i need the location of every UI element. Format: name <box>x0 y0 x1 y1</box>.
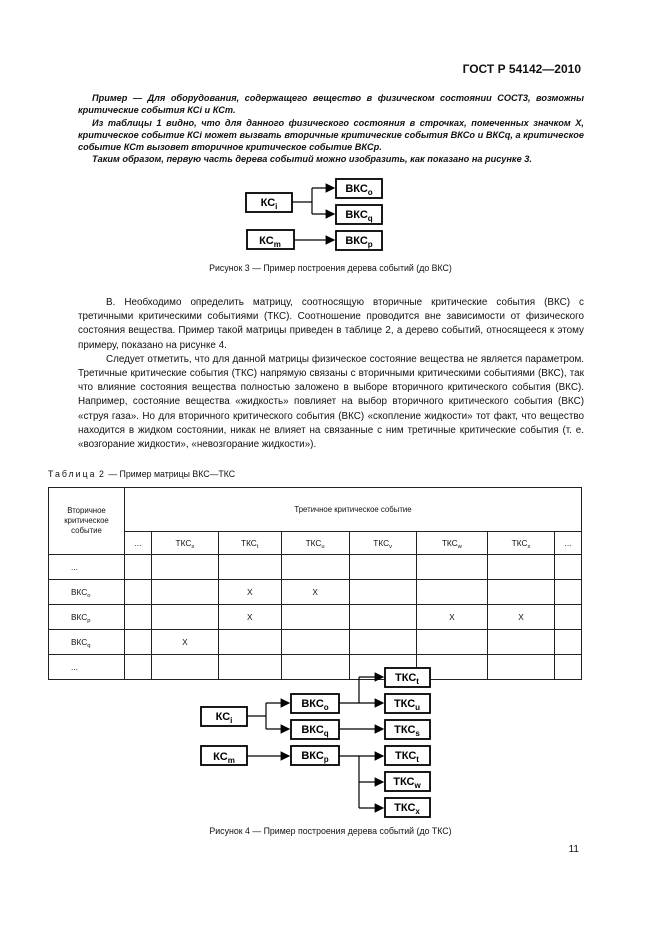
matrix-cell <box>416 580 487 605</box>
fig4-node-ks-m <box>201 746 247 765</box>
fig4-node-vks-q <box>291 720 339 739</box>
column-header-base: ТКС <box>241 538 257 548</box>
column-header-base: ТКС <box>511 538 528 548</box>
column-header-base: ... <box>134 538 142 548</box>
row-label-base: ВКС <box>71 637 88 647</box>
table-2-caption <box>48 469 235 479</box>
column-header-sub: u <box>321 544 325 550</box>
svg-text:ВКСp: $ВКС_p$ <box>345 235 373 249</box>
body-text <box>78 296 584 452</box>
matrix-cell <box>416 555 487 580</box>
matrix-cell <box>281 555 349 580</box>
matrix-cell: X <box>416 605 487 630</box>
svg-text:КСm: $КС_m$ <box>259 235 281 249</box>
figure-4-caption: Рисунок 4 — Пример построения дерева событий (до ТКС) <box>209 826 452 836</box>
fig4-node-vks-o <box>291 694 339 713</box>
example-text-2: Из таблицы 1 видно, что для данного физического состояния в строчках, помеченных значком Х, критическое событие КСi может вызвать вторичные критические события ВКСo и ВКСq, а критическое событие КСm вызовет вторичное критическое событие ВКСp. <box>78 117 584 153</box>
fig3-node-vks-o <box>336 179 382 198</box>
matrix-cell <box>488 555 555 580</box>
fig4-node-tks-s <box>385 720 430 739</box>
fig4-node-tks-u <box>385 694 430 713</box>
fig4-node-ks-i <box>201 707 247 726</box>
svg-text:КСi: $КС_i$ <box>215 711 233 725</box>
matrix-cell <box>349 630 416 655</box>
example-paragraph-2 <box>78 117 584 154</box>
matrix-cell <box>218 630 281 655</box>
column-header-5 <box>416 532 487 555</box>
column-header-3 <box>281 532 349 555</box>
svg-text:ТКСx: $ТКС_x$ <box>394 802 420 816</box>
matrix-cell <box>151 605 218 630</box>
table-row <box>49 605 582 630</box>
svg-text:ВКСq: $ВКС_q$ <box>345 209 373 223</box>
row-label-sub: q <box>87 643 91 649</box>
figure-4-diagram <box>0 660 661 820</box>
svg-text:КСi: $КС_i$ <box>260 197 278 211</box>
column-header-sub: t <box>256 544 259 550</box>
column-header-1 <box>151 532 218 555</box>
example-paragraph-1 <box>78 92 584 117</box>
matrix-cell <box>488 630 555 655</box>
column-header-sub: x <box>527 544 531 550</box>
matrix-cell <box>125 555 152 580</box>
matrix-cell <box>555 555 582 580</box>
svg-text:ВКСq: $ВКС_q$ <box>301 724 329 738</box>
column-header-2 <box>218 532 281 555</box>
column-header-6 <box>488 532 555 555</box>
matrix-cell <box>349 580 416 605</box>
matrix-cell <box>281 605 349 630</box>
row-label-cell <box>49 580 125 605</box>
body-paragraph-2: Следует отметить, что для данной матрицы физическое состояние вещества не является параметром. Третичные критические события (ТКС) напрямую связаны с вторичными критическими событиями (ВКС), так что влияние состояния вещества полностью заложено в выборе вторичного критического события (ВКС). Например, состояние вещества «жидкость» повлияет на выбор вторичного критического события (ВКС) «струя газа». Но для вторичного критического события (ВКС) «скопление жидкости» тот факт, что вещество находится в жидком состоянии, никак не влияет на связанные с ним третичные критические события (т. е. «возгорание жидкости», «невозгорание жидкости»). <box>78 353 584 451</box>
fig3-node-ks-m <box>247 230 294 249</box>
matrix-cell <box>151 580 218 605</box>
svg-text:ВКСp: $ВКС_p$ <box>301 750 329 764</box>
figure-3-diagram <box>0 170 661 260</box>
matrix-cell <box>218 555 281 580</box>
page-number: 11 <box>568 844 579 855</box>
fig3-node-ks-i <box>246 193 292 212</box>
svg-text:ТКСw: $ТКС_w$ <box>393 776 421 790</box>
svg-text:ВКСo: $ВКС_o$ <box>345 183 373 197</box>
svg-text:ТКСt: $ТКС_t$ <box>395 672 419 686</box>
matrix-cell: X <box>488 605 555 630</box>
row-label-sub: o <box>87 593 91 599</box>
fig3-node-vks-q <box>336 205 382 224</box>
matrix-cell <box>125 580 152 605</box>
column-header-base: ТКС <box>373 538 390 548</box>
matrix-cell <box>151 555 218 580</box>
column-header-7 <box>555 532 582 555</box>
svg-text:КСm: $КС_m$ <box>213 751 235 765</box>
fig4-node-tks-w <box>385 772 430 791</box>
matrix-cell: X <box>218 580 281 605</box>
column-header-sub: s <box>191 544 195 550</box>
column-header-sub: v <box>389 544 393 550</box>
matrix-cell <box>349 555 416 580</box>
row-label-base: ВКС <box>71 587 88 597</box>
matrix-cell <box>555 580 582 605</box>
table-2-matrix <box>48 487 582 680</box>
matrix-cell <box>416 630 487 655</box>
example-text-3: Таким образом, первую часть дерева событий можно изобразить, как показано на рисунке 3. <box>92 154 532 165</box>
table-number: 2 <box>98 469 106 479</box>
matrix-cell: X <box>218 605 281 630</box>
table-header-row <box>49 488 582 532</box>
matrix-cell <box>125 605 152 630</box>
svg-text:ТКСt: $ТКС_t$ <box>395 750 419 764</box>
table-row <box>49 555 582 580</box>
column-header-base: ТКС <box>175 538 192 548</box>
matrix-cell <box>555 605 582 630</box>
matrix-cell <box>555 630 582 655</box>
table-title: — Пример матрицы ВКС—ТКС <box>108 469 236 479</box>
table-label: Таблица <box>48 469 97 479</box>
row-label-cell <box>49 630 125 655</box>
row-label-base: ... <box>71 662 78 672</box>
fig3-node-vks-p <box>336 231 382 250</box>
row-label-base: ... <box>71 562 78 572</box>
row-header-cell: Вторичное критическое событие <box>49 488 125 555</box>
fig4-node-tks-t-1 <box>385 668 430 687</box>
fig4-node-vks-p <box>291 746 339 765</box>
matrix-cell <box>125 630 152 655</box>
matrix-cell <box>349 605 416 630</box>
column-header-base: ТКС <box>441 538 458 548</box>
column-group-header: Третичное критическое событие <box>125 488 582 532</box>
fig4-node-tks-t-2 <box>385 746 430 765</box>
column-header-4 <box>349 532 416 555</box>
matrix-cell <box>281 630 349 655</box>
table-row <box>49 630 582 655</box>
matrix-cell <box>488 580 555 605</box>
example-text-1: Пример — Для оборудования, содержащего вещество в физическом состоянии СОСТ3, возможны критические события КСi и КСm. <box>78 93 584 116</box>
table-column-header-row <box>49 532 582 555</box>
table-row <box>49 580 582 605</box>
row-label-sub: p <box>87 618 91 624</box>
row-label-cell <box>49 555 125 580</box>
svg-text:ВКСo: $ВКС_o$ <box>301 698 329 712</box>
matrix-cell: X <box>151 630 218 655</box>
example-block <box>78 92 584 166</box>
svg-text:ТКСs: $ТКС_s$ <box>394 724 420 738</box>
column-header-base: ТКС <box>305 538 322 548</box>
svg-text:ТКСu: $ТКС_u$ <box>393 698 421 712</box>
row-label-base: ВКС <box>71 612 88 622</box>
column-header-base: ... <box>564 538 572 548</box>
matrix-cell: X <box>281 580 349 605</box>
example-paragraph-3 <box>78 153 584 165</box>
body-paragraph-1: В. Необходимо определить матрицу, соотносящую вторичные критические события (ВКС) с третичными критическими событиями (ТКС). Соотношение проводится вне зависимости от физического состояния вещества. Пример такой матрицы приведен в таблице 2, а дерево событий, относящееся к этому примеру, показано на рисунке 4. <box>78 297 584 351</box>
column-header-0 <box>125 532 152 555</box>
standard-header: ГОСТ Р 54142—2010 <box>462 62 581 76</box>
column-header-sub: w <box>457 544 462 550</box>
figure-3-caption: Рисунок 3 — Пример построения дерева событий (до ВКС) <box>209 263 452 273</box>
fig4-node-tks-x <box>385 798 430 817</box>
row-label-cell <box>49 605 125 630</box>
